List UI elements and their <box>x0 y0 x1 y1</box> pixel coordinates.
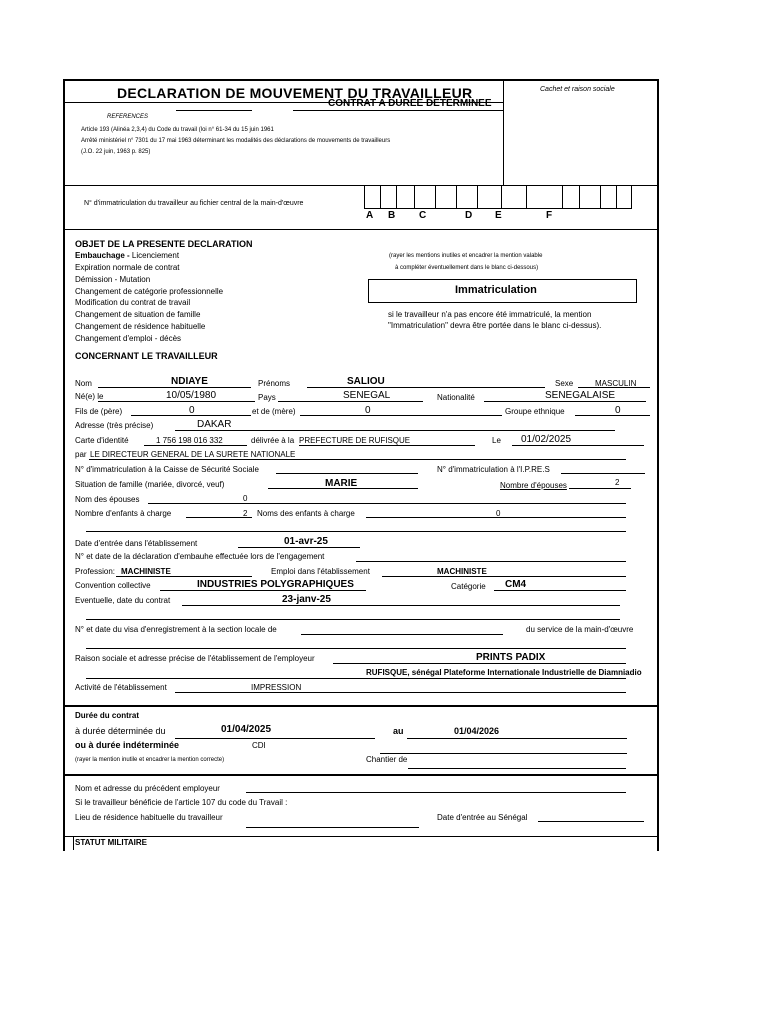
chantier-label: Chantier de <box>366 755 408 764</box>
adresse-employeur-field[interactable]: RUFISQUE, sénégal Plateforme Internationale Industrielle de Diamniadio <box>366 668 642 677</box>
section-divider <box>64 836 658 837</box>
du-underline <box>175 738 375 739</box>
frame-top-border <box>63 79 659 81</box>
noms-epouses-field[interactable]: 0 <box>243 494 248 503</box>
duree-note: (rayer la mention inutile et encadrer la mention correcte) <box>75 757 225 763</box>
determinee-label[interactable]: à durée déterminée du <box>75 726 166 736</box>
convention-field[interactable]: INDUSTRIES POLYGRAPHIQUES <box>197 579 354 590</box>
article-label: Si le travailleur bénéficie de l'article 107 du code du Travail : <box>75 798 288 807</box>
nationalite-field[interactable]: SENEGALAISE <box>545 390 616 401</box>
adresse-label: Adresse (très précise) <box>75 421 154 430</box>
prenoms-label: Prénoms <box>258 379 291 388</box>
profession-field[interactable]: MACHINISTE <box>121 567 171 576</box>
adresse-underline <box>175 430 615 431</box>
emploi-underline <box>382 576 626 577</box>
fils-label: Fils de (père) <box>75 407 123 416</box>
subtitle-right-line <box>293 110 503 111</box>
contrat-underline-2 <box>86 619 620 620</box>
duree-title: Durée du contrat <box>75 711 140 720</box>
profession-underline <box>116 576 252 577</box>
licenciement-label: Licenciement <box>129 251 180 260</box>
groupe-underline <box>575 415 650 416</box>
situation-field[interactable]: MARIE <box>325 478 358 489</box>
travailleur-title: CONCERNANT LE TRAVAILLEUR <box>75 351 218 361</box>
profession-label: Profession: <box>75 567 116 576</box>
par-field[interactable]: LE DIRECTEUR GENERAL DE LA SURETE NATIONALE <box>90 450 296 459</box>
mere-underline <box>300 415 502 416</box>
noms-enfants-underline-2 <box>86 531 626 532</box>
date-entree-label: Date d'entrée dans l'établissement <box>75 539 198 548</box>
declaration-underline[interactable] <box>356 561 626 562</box>
situation-label: Situation de famille (mariée, divorcé, veuf) <box>75 480 225 489</box>
immatriculation-boxes[interactable] <box>364 185 632 209</box>
noms-epouses-underline <box>148 503 626 504</box>
date-delivrance-underline <box>512 445 644 446</box>
objet-info: "Immatriculation" devra être portée dans le blanc ci-dessus). <box>388 321 602 330</box>
section-divider <box>64 774 658 776</box>
emploi-field[interactable]: MACHINISTE <box>437 567 487 576</box>
nationalite-underline <box>484 401 646 402</box>
activite-underline <box>175 692 626 693</box>
objet-item[interactable]: Expiration normale de contrat <box>75 263 180 272</box>
css-label: N° d'immatriculation à la Caisse de Sécurité Sociale <box>75 465 259 474</box>
nom-label: Nom <box>75 379 92 388</box>
carte-underline <box>144 445 247 446</box>
date-delivrance-label: Le <box>492 436 501 445</box>
section-divider <box>64 229 658 230</box>
ne-underline <box>98 401 255 402</box>
prenoms-field[interactable]: SALIOU <box>347 376 385 387</box>
date-senegal-label: Date d'entrée au Sénégal <box>437 813 528 822</box>
date-delivrance-field[interactable]: 01/02/2025 <box>521 434 572 445</box>
pere-field[interactable]: 0 <box>189 405 195 416</box>
groupe-label: Groupe ethnique <box>505 407 565 416</box>
indeterminee-label[interactable]: ou à durée indéterminée <box>75 740 180 750</box>
date-entree-field[interactable]: 01-avr-25 <box>284 536 328 547</box>
objet-title: OBJET DE LA PRESENTE DECLARATION <box>75 239 253 249</box>
au-underline <box>407 738 627 739</box>
pays-underline <box>278 401 423 402</box>
ne-label: Né(e) le <box>75 392 104 401</box>
precedent-underline[interactable] <box>246 792 626 793</box>
immat-letter: A <box>366 210 374 221</box>
document-subtitle: CONTRAT A DUREE DETERMINEE <box>328 98 492 109</box>
objet-item[interactable]: Changement de résidence habituelle <box>75 322 206 331</box>
objet-item[interactable]: Changement de catégorie professionnelle <box>75 287 224 296</box>
objet-note: à compléter éventuellement dans le blanc ci-dessous) <box>395 265 539 271</box>
categorie-label: Catégorie <box>451 582 486 591</box>
mention-value: Immatriculation <box>455 284 537 296</box>
sexe-field[interactable]: MASCULIN <box>595 379 637 388</box>
mere-label: et de (mère) <box>252 407 296 416</box>
emploi-label: Emploi dans l'établissement <box>271 567 370 576</box>
convention-underline <box>160 590 366 591</box>
delivree-field[interactable]: PREFECTURE DE RUFISQUE <box>299 436 411 445</box>
nom-field[interactable]: NDIAYE <box>171 376 208 387</box>
au-label: au <box>393 726 404 736</box>
contrat-underline <box>182 605 620 606</box>
enfants-field[interactable]: 2 <box>243 509 248 518</box>
embauchage-label: Embauchage - <box>75 251 130 260</box>
par-label: par <box>75 450 87 459</box>
carte-field[interactable]: 1 756 198 016 332 <box>156 436 223 445</box>
raison-field[interactable]: PRINTS PADIX <box>476 652 546 663</box>
mere-field[interactable]: 0 <box>365 405 371 416</box>
chantier-underline[interactable] <box>408 768 626 769</box>
ipres-label: N° d'immatriculation à l'I.P.RE.S <box>437 465 550 474</box>
residence-label: Lieu de résidence habituelle du travailleur <box>75 813 223 822</box>
adresse-field[interactable]: DAKAR <box>197 419 232 430</box>
references-label: REFERENCES <box>107 114 149 120</box>
section-divider <box>64 705 658 707</box>
categorie-field[interactable]: CM4 <box>505 579 527 590</box>
statut-box-left <box>73 837 74 850</box>
noms-enfants-field[interactable]: 0 <box>496 509 501 518</box>
residence-underline[interactable] <box>246 827 419 828</box>
nb-epouses-underline <box>569 488 631 489</box>
date-senegal-underline[interactable] <box>538 821 644 822</box>
immat-letter: F <box>546 210 553 221</box>
ipres-underline[interactable] <box>561 473 645 474</box>
declaration-label: N° et date de la déclaration d'embauhe effectuée lors de l'engagement <box>75 552 325 561</box>
subtitle-left-line <box>176 110 252 111</box>
reference-line: Article 193 (Alinéa 2,3,4) du Code du travail (loi n° 61-34 du 15 juin 1961 <box>81 127 274 133</box>
date-entree-underline <box>238 547 360 548</box>
pays-label: Pays <box>258 393 276 402</box>
immatriculation-label: N° d'immatriculation du travailleur au fichier central de la main-d'œuvre <box>84 200 304 207</box>
contrat-field[interactable]: 23-janv-25 <box>282 594 331 605</box>
adresse-employeur-underline <box>86 678 626 679</box>
par-underline <box>89 459 626 460</box>
cdi-field[interactable]: CDI <box>252 741 266 750</box>
objet-note: (rayer les mentions inutiles et encadrer la mention valable <box>389 253 543 259</box>
nom-underline <box>98 387 251 388</box>
objet-item[interactable]: Modification du contrat de travail <box>75 298 191 307</box>
document-title: DECLARATION DE MOUVEMENT DU TRAVAILLEUR <box>117 85 473 101</box>
immat-letter: E <box>495 210 502 221</box>
visa-label: N° et date du visa d'enregistrement à la section locale de <box>75 625 277 634</box>
frame-right-border <box>657 79 659 851</box>
objet-item[interactable]: Changement d'emploi - décès <box>75 334 182 343</box>
visa-underline[interactable] <box>301 634 503 635</box>
delivree-label: délivrée à la <box>251 436 295 445</box>
nb-epouses-label: Nombre d'épouses <box>500 481 567 490</box>
nationalite-label: Nationalité <box>437 393 475 402</box>
objet-item[interactable]: Changement de situation de famille <box>75 310 201 319</box>
immat-letter: D <box>465 210 473 221</box>
visa-underline-2 <box>86 648 626 649</box>
immat-letter: C <box>419 210 427 221</box>
cachet-label: Cachet et raison sociale <box>540 86 615 93</box>
objet-item[interactable]: Démission - Mutation <box>75 275 151 284</box>
service-label: du service de la main-d'œuvre <box>526 625 634 634</box>
objet-info: si le travailleur n'a pas encore été immatriculé, la mention <box>388 310 592 319</box>
pays-field[interactable]: SENEGAL <box>343 390 391 401</box>
statut-militaire-title: STATUT MILITAIRE <box>75 838 147 847</box>
noms-epouses-label: Nom des épouses <box>75 495 140 504</box>
reference-line: Arrêté ministériel n° 7301 du 17 mai 1963 déterminant les modalités des déclarations de mouvements de travailleurs <box>81 138 391 144</box>
ne-field[interactable]: 10/05/1980 <box>166 390 217 401</box>
activite-field[interactable]: IMPRESSION <box>251 683 302 692</box>
raison-label: Raison sociale et adresse précise de l'établissement de l'employeur <box>75 654 315 663</box>
contrat-label: Eventuelle, date du contrat <box>75 596 171 605</box>
cachet-box-left <box>503 80 504 185</box>
enfants-label: Nombre d'enfants à charge <box>75 509 172 518</box>
frame-left-border <box>63 79 65 851</box>
groupe-field[interactable]: 0 <box>615 405 621 416</box>
sexe-label: Sexe <box>555 379 574 388</box>
immat-letter: B <box>388 210 396 221</box>
prenoms-underline <box>307 387 545 388</box>
categorie-underline <box>494 590 626 591</box>
objet-embauchage[interactable] <box>75 251 179 260</box>
reference-line: (J.O. 22 juin, 1963 p. 825) <box>81 149 151 155</box>
noms-enfants-label: Noms des enfants à charge <box>257 509 355 518</box>
nb-epouses-field[interactable]: 2 <box>615 478 620 487</box>
delivree-underline <box>299 445 475 446</box>
cdi-underline <box>380 753 627 754</box>
carte-label: Carte d'identité <box>75 436 129 445</box>
au-field[interactable]: 01/04/2026 <box>454 726 500 736</box>
convention-label: Convention collective <box>75 581 151 590</box>
css-underline[interactable] <box>276 473 418 474</box>
raison-underline <box>333 663 626 664</box>
precedent-label: Nom et adresse du précédent employeur <box>75 784 220 793</box>
activite-label: Activité de l'établissement <box>75 683 167 692</box>
du-field[interactable]: 01/04/2025 <box>221 724 272 735</box>
